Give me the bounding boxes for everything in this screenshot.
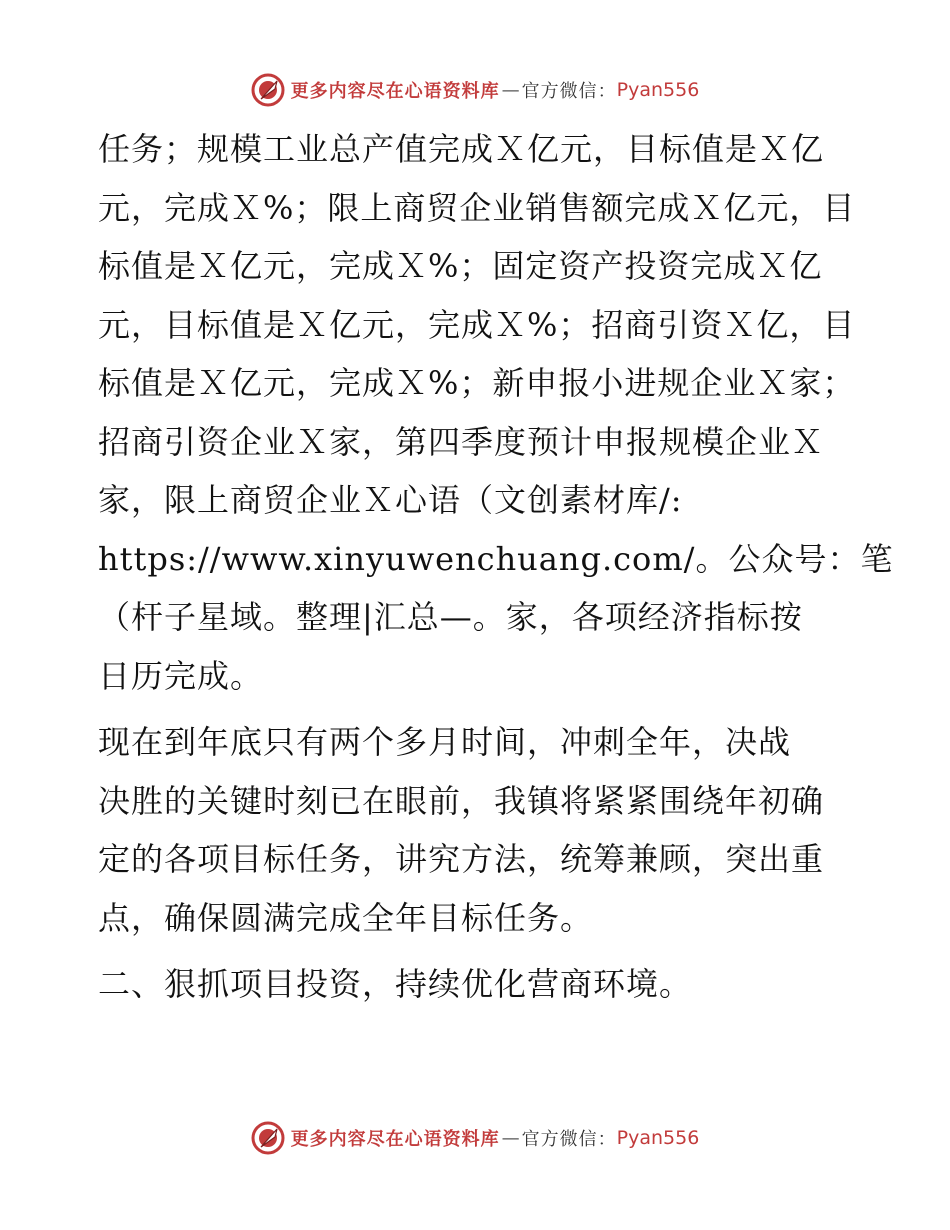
document-body (98, 120, 894, 1014)
footer-banner (0, 1118, 950, 1158)
text-line: 标值是Ｘ亿元，完成Ｘ%；固定资产投资完成Ｘ亿 (98, 247, 823, 285)
text-line: （杆子星域。整理|汇总—。家，各项经济指标按 (98, 598, 803, 636)
wechat-label: 官方微信： (521, 81, 617, 102)
wechat-id: Pyan556 (616, 79, 700, 101)
quill-logo-icon (251, 1121, 285, 1155)
heading-line: 二、狠抓项目投资，持续优化营商环境。 (98, 965, 693, 1003)
text-line: 元，完成Ｘ%；限上商贸企业销售额完成Ｘ亿元，目 (98, 188, 856, 227)
banner-text: 更多内容尽在心语资料库 (290, 81, 500, 102)
text-line: 任务；规模工业总产值完成Ｘ亿元，目标值是Ｘ亿 (98, 130, 825, 168)
text-line: 元，目标值是Ｘ亿元，完成Ｘ%；招商引资Ｘ亿，目 (98, 305, 856, 344)
paragraph (98, 120, 894, 705)
text-line: 决胜的关键时刻已在眼前，我镇将紧紧围绕年初确 (98, 781, 825, 820)
banner-dash: — (501, 79, 520, 101)
banner-dash: — (501, 1127, 520, 1149)
text-line: 定的各项目标任务，讲究方法，统筹兼顾，突出重 (98, 840, 825, 878)
text-line: 招商引资企业Ｘ家，第四季度预计申报规模企业Ｘ (98, 422, 825, 461)
text-line: 现在到年底只有两个多月时间，冲刺全年，决战 (98, 723, 792, 761)
section-heading (98, 955, 850, 1014)
quill-logo-icon (251, 73, 285, 107)
text-line: 日历完成。 (98, 656, 264, 695)
text-line: 点，确保圆满完成全年目标任务。 (98, 898, 594, 937)
text-line: 标值是Ｘ亿元，完成Ｘ%；新申报小进规企业Ｘ家； (98, 364, 856, 402)
wechat-label: 官方微信： (521, 1129, 617, 1150)
banner-text: 更多内容尽在心语资料库 (290, 1129, 500, 1150)
url-text-line: https://www.xinyuwenchuang.com/。公众号：笔 (98, 539, 894, 578)
text-line: 家，限上商贸企业Ｘ心语（文创素材库/: (98, 481, 683, 519)
wechat-id: Pyan556 (616, 1127, 700, 1149)
paragraph (98, 713, 850, 947)
header-banner (0, 70, 950, 110)
